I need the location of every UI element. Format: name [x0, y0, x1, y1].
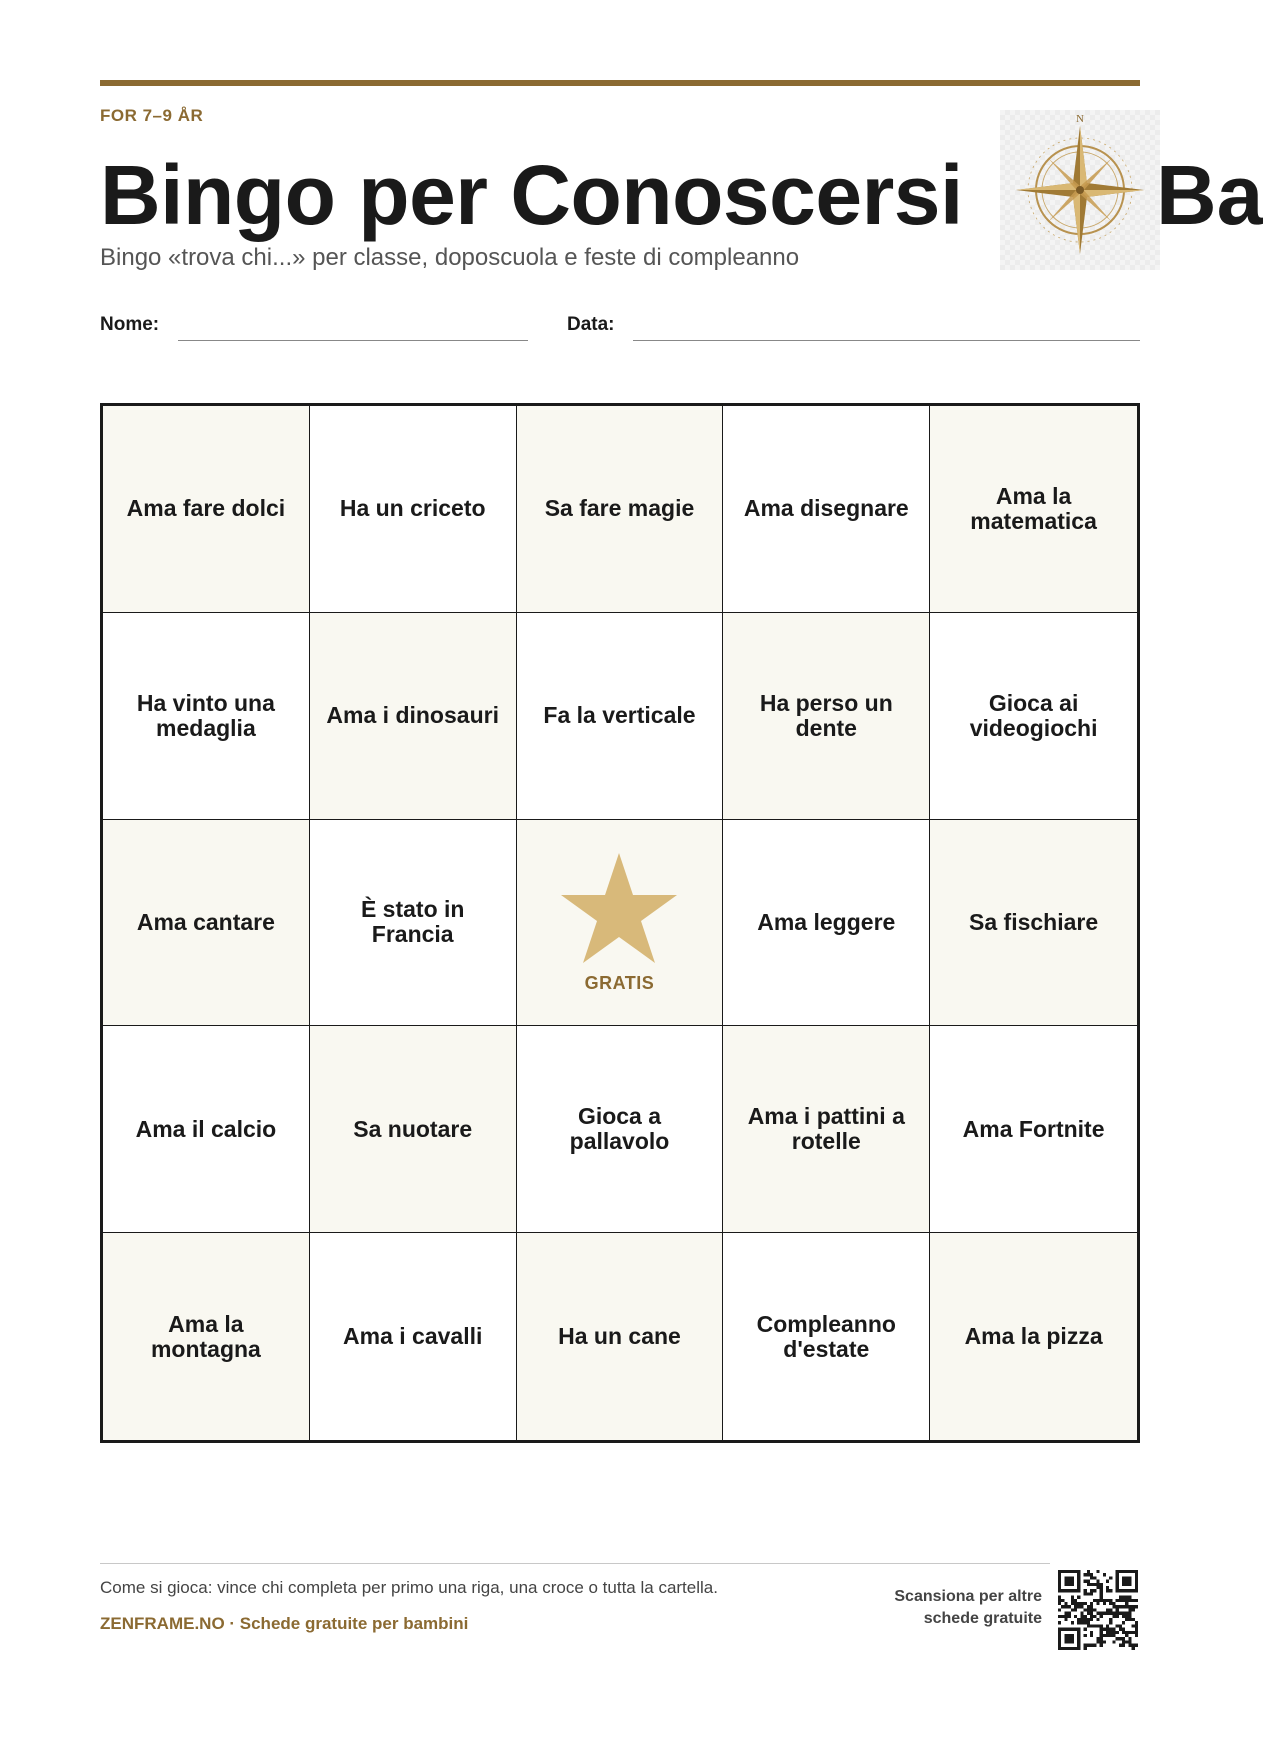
bingo-cell[interactable]	[517, 1026, 724, 1233]
brand-line: ZENFRAME.NO · Schede gratuite per bambini	[100, 1614, 469, 1633]
bingo-cell[interactable]	[723, 820, 930, 1027]
name-label: Nome:	[100, 314, 160, 335]
bingo-cell[interactable]	[517, 1233, 724, 1440]
bingo-cell[interactable]	[517, 613, 724, 820]
bingo-cell-text: Ha un criceto	[339, 495, 486, 522]
scan-caption	[860, 1586, 1042, 1630]
bingo-cell[interactable]	[723, 613, 930, 820]
bingo-cell[interactable]	[103, 1026, 310, 1233]
bingo-cell-text: Sa fischiare	[969, 908, 1099, 935]
date-label: Data:	[567, 314, 615, 335]
bingo-cell[interactable]	[723, 406, 930, 613]
scan-caption-line2: schede gratuite	[923, 1610, 1042, 1627]
bingo-cell[interactable]	[310, 1026, 517, 1233]
bingo-cell[interactable]	[310, 820, 517, 1027]
bingo-cell-text: Ama leggere	[757, 908, 896, 935]
bingo-cell-text: È stato in Francia	[360, 896, 465, 948]
bingo-cell[interactable]	[930, 1233, 1137, 1440]
bingo-cell[interactable]	[930, 1026, 1137, 1233]
bingo-cell-text: Ama la matematica	[970, 482, 1097, 534]
bingo-cell-text: Compleanno d'estate	[756, 1310, 896, 1362]
bingo-cell[interactable]	[517, 406, 724, 613]
bingo-cell-text: Ama i pattini a rotelle	[747, 1103, 905, 1155]
free-space-cell[interactable]	[517, 820, 724, 1027]
bingo-cell[interactable]	[930, 613, 1137, 820]
bingo-cell[interactable]	[723, 1026, 930, 1233]
bingo-cell-text: Sa nuotare	[353, 1115, 473, 1142]
age-label: FOR 7–9 ÅR	[100, 106, 204, 125]
bingo-cell-text: Ama la pizza	[964, 1323, 1103, 1350]
bingo-cell-text: Ama il calcio	[135, 1115, 277, 1142]
bingo-cell-text: Ama la montagna	[150, 1310, 261, 1362]
bingo-cell-text: Gioca ai videogiochi	[969, 689, 1098, 741]
top-rule	[100, 80, 1140, 86]
bingo-cell[interactable]	[930, 406, 1137, 613]
bingo-cell-text: Ama cantare	[136, 908, 275, 935]
bingo-cell-text: Ama fare dolci	[126, 495, 286, 522]
scan-caption-line1: Scansiona per altre	[894, 1588, 1042, 1605]
star-icon	[559, 851, 679, 965]
footer-divider	[100, 1563, 1050, 1564]
bingo-cell-text: Ama i dinosauri	[326, 702, 499, 729]
bingo-cell[interactable]	[723, 1233, 930, 1440]
name-field[interactable]	[178, 340, 528, 341]
compass-rose-icon	[1000, 110, 1160, 270]
bingo-cell-text: Ha perso un dente	[759, 689, 893, 741]
free-space-label: GRATIS	[584, 972, 655, 993]
bingo-cell-text: Ha vinto una medaglia	[136, 689, 275, 741]
svg-text:N: N	[1076, 113, 1084, 125]
date-field[interactable]	[633, 340, 1140, 341]
bingo-cell[interactable]	[930, 820, 1137, 1027]
bingo-cell-text: Fa la verticale	[543, 702, 696, 729]
bingo-cell[interactable]	[103, 1233, 310, 1440]
bingo-cell[interactable]	[103, 613, 310, 820]
bingo-cell[interactable]	[103, 820, 310, 1027]
bingo-cell-text: Ama i cavalli	[343, 1323, 483, 1350]
bingo-cell[interactable]	[310, 613, 517, 820]
bingo-cell[interactable]	[310, 406, 517, 613]
bingo-cell-text: Ama disegnare	[743, 495, 909, 522]
bingo-cell-text: Sa fare magie	[544, 495, 695, 522]
bingo-cell-text: Gioca a pallavolo	[569, 1103, 670, 1155]
bingo-cell[interactable]	[310, 1233, 517, 1440]
bingo-cell[interactable]	[103, 406, 310, 613]
bingo-cell-text: Ha un cane	[558, 1323, 681, 1350]
qr-code[interactable]	[1058, 1570, 1138, 1650]
page-title: Bingo per Conoscersi	[100, 148, 963, 242]
page-title-continuation: Ba	[1156, 148, 1263, 242]
free-space	[559, 851, 679, 994]
page-subtitle: Bingo «trova chi...» per classe, doposcuola e feste di compleanno	[100, 244, 800, 271]
bingo-board	[100, 403, 1140, 1443]
bingo-cell-text: Ama Fortnite	[962, 1115, 1105, 1142]
game-rules: Come si gioca: vince chi completa per primo una riga, una croce o tutta la cartella.	[100, 1578, 718, 1597]
